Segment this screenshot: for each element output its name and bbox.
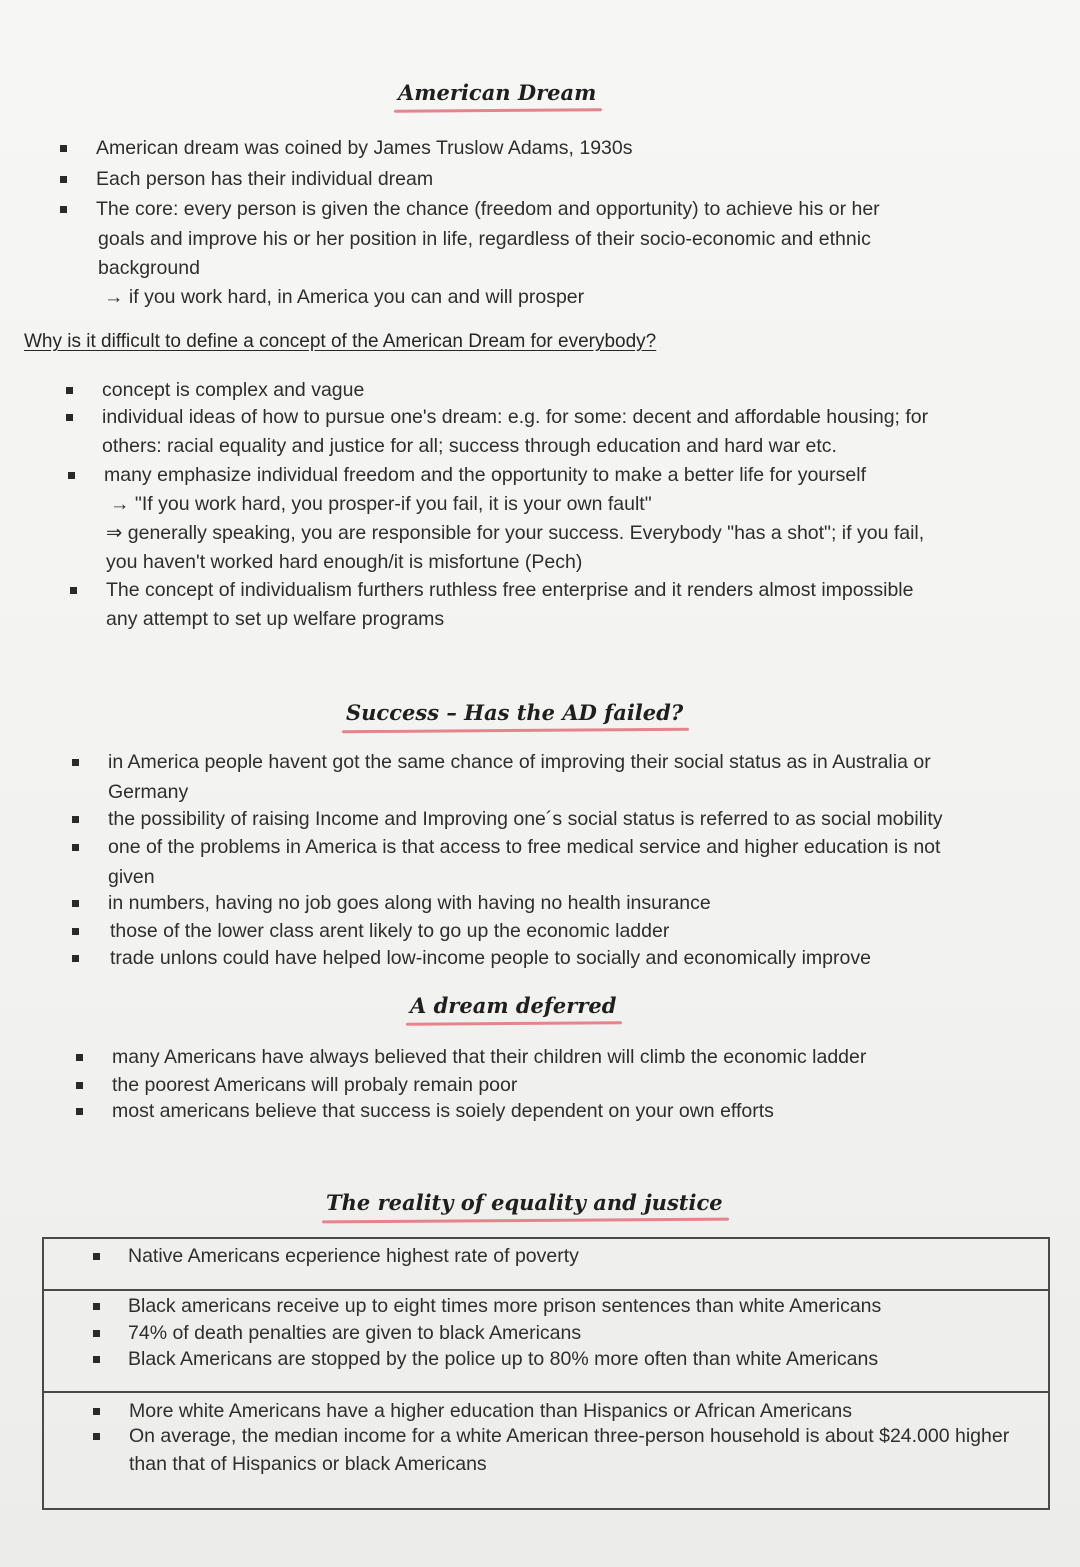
arrow-text: → if you work hard, in America you can and will prosper xyxy=(104,286,585,308)
heading-underline xyxy=(406,1021,622,1026)
bullet-text: The concept of individualism furthers ruthless free enterprise and it renders almost impossible xyxy=(106,579,914,601)
bullet-text: Each person has their individual dream xyxy=(96,168,434,190)
bullet-icon xyxy=(60,206,67,213)
bullet-text: most americans believe that success is soiely dependent on your own efforts xyxy=(112,1100,774,1122)
bullet-icon xyxy=(70,587,77,594)
bullet-text: the poorest Americans will probaly remain poor xyxy=(112,1074,518,1096)
bullet-text: than that of Hispanics or black Americans xyxy=(129,1453,487,1475)
bullet-text: many Americans have always believed that their children will climb the economic ladder xyxy=(112,1046,867,1068)
heading-text: Success – Has the AD failed? xyxy=(346,700,684,725)
bullet-text: individual ideas of how to pursue one's dream: e.g. for some: decent and affordable housing; for xyxy=(102,406,929,428)
bullet-icon xyxy=(93,1330,100,1337)
bullet-icon xyxy=(60,145,67,152)
bullet-text: Black americans receive up to eight times more prison sentences than white Americans xyxy=(128,1295,882,1317)
bullet-text: background xyxy=(98,257,200,279)
bullet-icon xyxy=(72,955,79,962)
bullet-icon xyxy=(76,1082,83,1089)
bullet-icon xyxy=(93,1356,100,1363)
bullet-icon xyxy=(72,759,79,766)
bullet-icon xyxy=(72,900,79,907)
arrow-text: → "If you work hard, you prosper-if you fail, it is your own fault" xyxy=(110,493,652,515)
bullet-text: those of the lower class arent likely to go up the economic ladder xyxy=(110,920,670,942)
bullet-icon xyxy=(93,1253,100,1260)
heading-underline xyxy=(394,108,602,112)
bullet-icon xyxy=(60,176,67,183)
bullet-text: in numbers, having no job goes along with having no health insurance xyxy=(108,892,711,914)
bullet-text: you haven't worked hard enough/it is misfortune (Pech) xyxy=(106,551,583,573)
bullet-text: trade unlons could have helped low-income people to socially and economically improve xyxy=(110,947,871,969)
bullet-icon xyxy=(93,1303,100,1310)
bullet-text: any attempt to set up welfare programs xyxy=(106,608,445,630)
heading-underline xyxy=(342,728,689,733)
bullet-icon xyxy=(68,472,75,479)
bullet-text: Germany xyxy=(108,781,189,803)
bullet-text: Black Americans are stopped by the police up to 80% more often than white Americans xyxy=(128,1348,879,1370)
bullet-text: many emphasize individual freedom and the opportunity to make a better life for yourself xyxy=(104,464,866,486)
bullet-text: concept is complex and vague xyxy=(102,379,365,401)
bullet-text: The core: every person is given the chance (freedom and opportunity) to achieve his or her xyxy=(96,198,880,220)
bullet-text: goals and improve his or her position in life, regardless of their socio-economic and ethnic xyxy=(98,228,871,250)
bullet-icon xyxy=(72,816,79,823)
bullet-text: 74% of death penalties are given to black Americans xyxy=(128,1322,582,1344)
bullet-icon xyxy=(72,928,79,935)
bullet-text: others: racial equality and justice for all; success through education and hard war etc. xyxy=(102,435,837,457)
bullet-text: More white Americans have a higher education than Hispanics or African Americans xyxy=(129,1400,852,1422)
bullet-icon xyxy=(93,1408,100,1415)
bullet-text: in America people havent got the same chance of improving their social status as in Australia or xyxy=(108,751,931,773)
heading-reality xyxy=(326,1190,723,1215)
heading-text: The reality of equality and justice xyxy=(326,1190,723,1215)
implication-text: ⇒ generally speaking, you are responsible for your success. Everybody "has a shot"; if you fail, xyxy=(106,522,925,544)
bullet-text: given xyxy=(108,866,155,888)
heading-dream-deferred xyxy=(410,993,616,1018)
bullet-text: On average, the median income for a white American three-person household is about $24.000 higher xyxy=(129,1425,1010,1447)
bullet-icon xyxy=(93,1433,100,1440)
bullet-icon xyxy=(66,414,73,421)
heading-underline xyxy=(322,1218,729,1224)
bullet-icon xyxy=(72,844,79,851)
heading-text: A dream deferred xyxy=(410,993,617,1018)
bullet-text: one of the problems in America is that access to free medical service and higher education is not xyxy=(108,836,941,858)
bullet-text: Native Americans ecperience highest rate of poverty xyxy=(128,1245,579,1267)
heading-text: American Dream xyxy=(398,80,597,105)
bullet-icon xyxy=(66,387,73,394)
bullet-text: the possibility of raising Income and Improving one´s social status is referred to as social mobility xyxy=(108,808,943,830)
heading-success xyxy=(346,700,683,725)
bullet-icon xyxy=(76,1054,83,1061)
bullet-icon xyxy=(76,1108,83,1115)
bullet-text: American dream was coined by James Truslow Adams, 1930s xyxy=(96,137,633,159)
heading-american-dream xyxy=(398,80,596,105)
question-heading: Why is it difficult to define a concept of the American Dream for everybody? xyxy=(24,331,657,352)
